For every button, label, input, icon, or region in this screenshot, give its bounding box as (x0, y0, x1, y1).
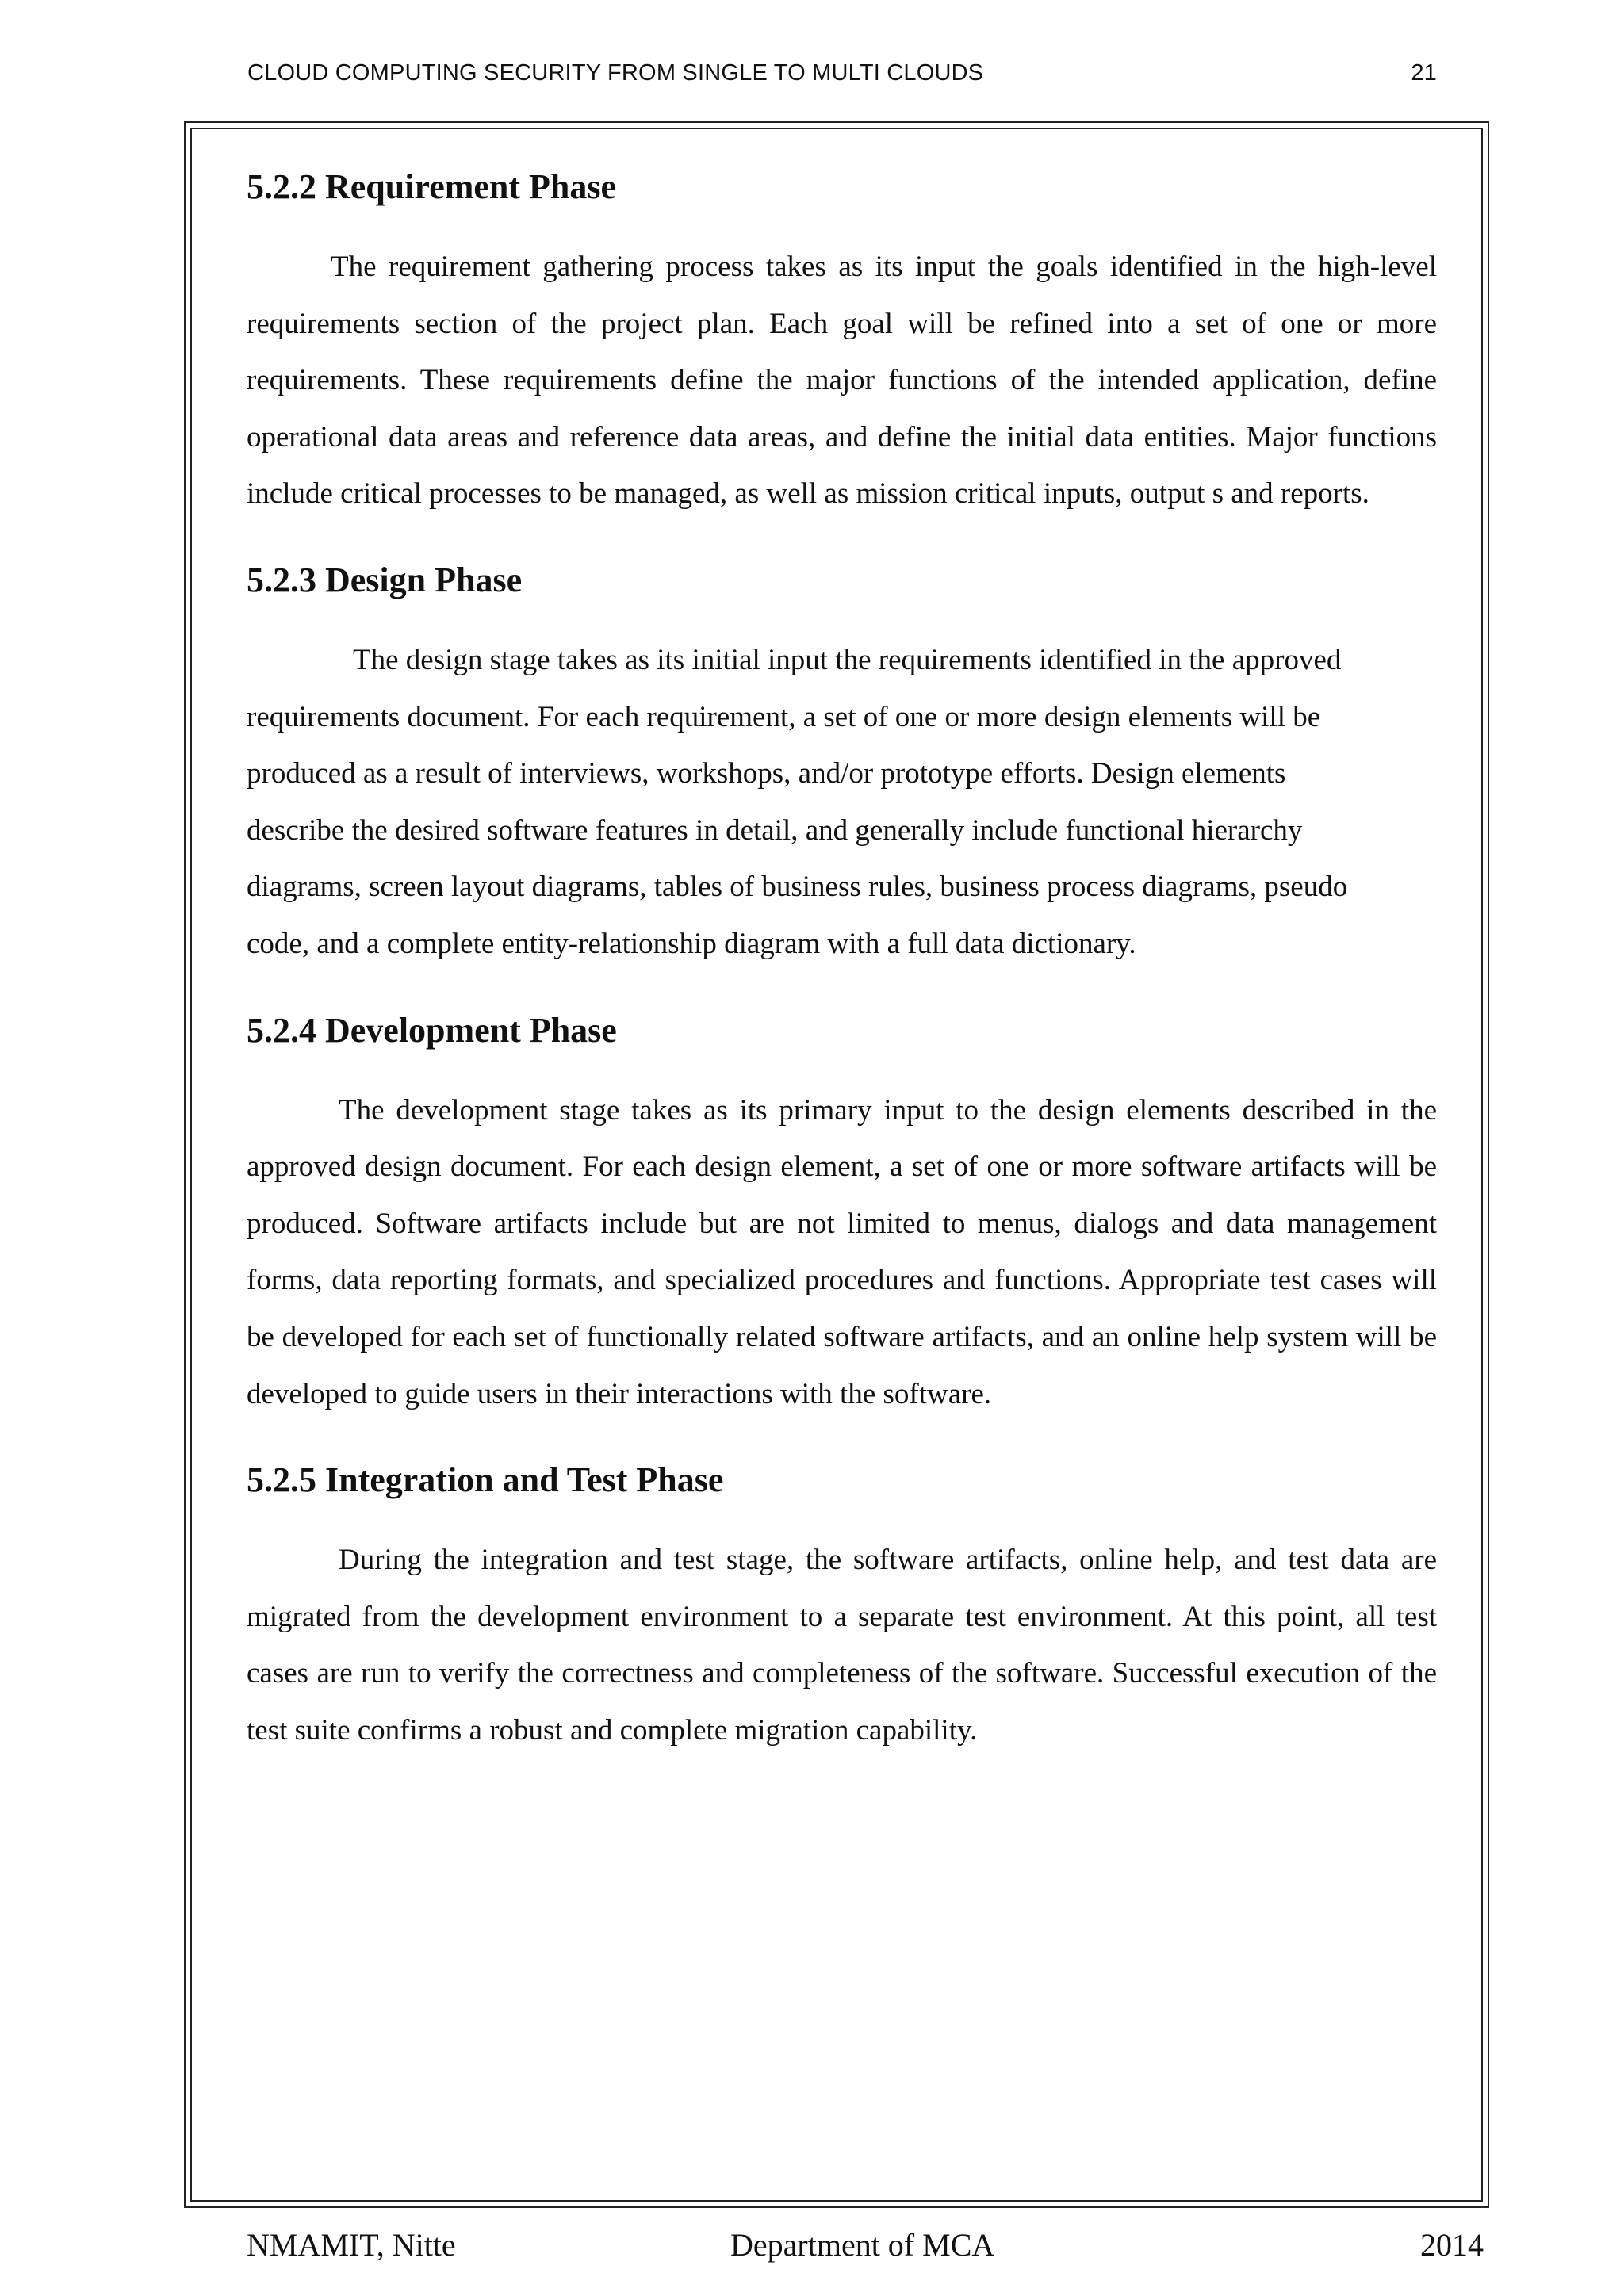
running-header (247, 60, 1437, 98)
section-design-phase (247, 558, 1437, 973)
section-body: The requirement gathering process takes as its input the goals identified in the high-level requirements section of the project plan. Each goal will be refined into a set of one or more requirements. These requirements define the major functions of the intended application, define operational data areas and reference data areas, and define the initial data entities. Major functions include critical processes to be managed, as well as mission critical inputs, output s and reports. (247, 251, 1437, 511)
running-header-title: CLOUD COMPUTING SECURITY FROM SINGLE TO MULTI CLOUDS (247, 60, 984, 86)
section-requirement-phase (247, 165, 1437, 522)
section-heading: 5.2.4 Development Phase (247, 1010, 617, 1050)
section-body: During the integration and test stage, the software artifacts, online help, and test data are migrated from the development environment to a separate test environment. At this point, all test cases are run to verify the correctness and completeness of the software. Successful execution of the test suite confirms a robust and complete migration capability. (247, 1544, 1437, 1747)
page-content (247, 165, 1437, 1758)
page-footer (247, 2226, 1484, 2266)
section-body: The development stage takes as its primary input to the design elements described in the approved design document. For each design element, a set of one or more software artifacts will be produced. Software artifacts include but are not limited to menus, dialogs and data management forms, data reporting formats, and specialized procedures and functions. Appropriate test cases will be developed for each set of functionally related software artifacts, and an online help system will be developed to guide users in their interactions with the software. (247, 1093, 1437, 1410)
section-heading: 5.2.2 Requirement Phase (247, 167, 617, 206)
section-body: The design stage takes as its initial input the requirements identified in the approved requirements document. For each requirement, a set of one or more design elements will be produced as a result of interviews, workshops, and/or prototype efforts. Design elements describe the desired software features in detail, and generally include functional hierarchy diagrams, screen layout diagrams, tables of business rules, business process diagrams, pseudo code, and a complete entity-relationship diagram with a full data dictionary. (247, 643, 1348, 960)
section-heading: 5.2.3 Design Phase (247, 560, 523, 599)
page-number: 21 (1411, 60, 1437, 86)
section-development-phase (247, 1008, 1437, 1423)
footer-year: 2014 (1420, 2227, 1484, 2263)
footer-department: Department of MCA (730, 2227, 995, 2263)
section-heading: 5.2.5 Integration and Test Phase (247, 1460, 724, 1500)
section-integration-test-phase (247, 1458, 1437, 1758)
footer-institution: NMAMIT, Nitte (247, 2227, 456, 2263)
